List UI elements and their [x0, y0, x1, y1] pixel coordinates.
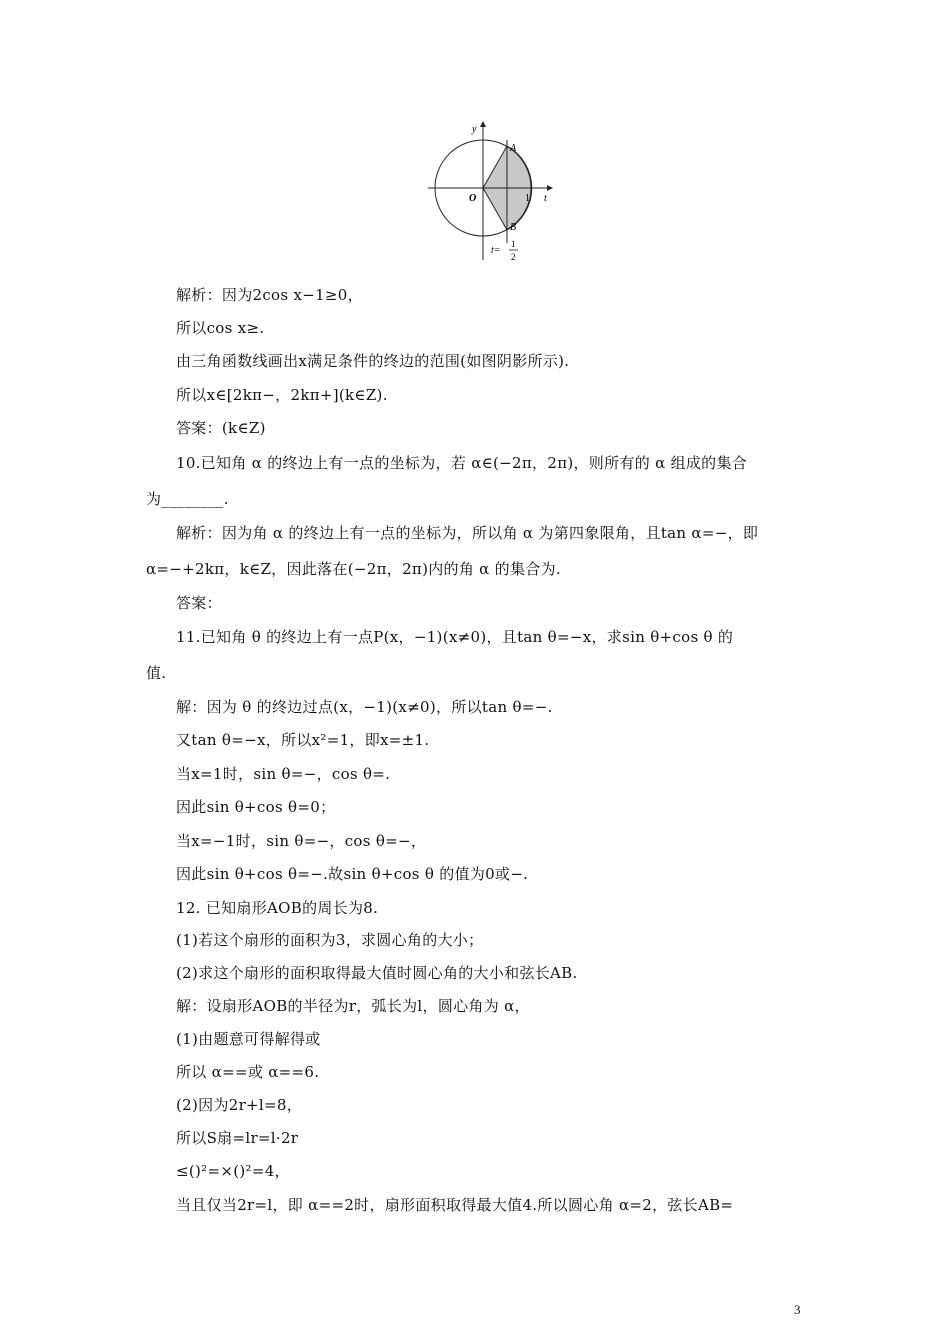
- text-line: 答案：(k∈Z): [176, 419, 266, 437]
- fraction-denominator: 2: [511, 252, 516, 262]
- text-line: 所以x∈[2kπ−，2kπ+](k∈Z).: [176, 386, 388, 404]
- text-line: 解析：因为角 α 的终边上有一点的坐标为，所以角 α 为第四象限角，且tan α=−，即: [176, 524, 759, 542]
- page-number: 3: [794, 1302, 801, 1317]
- text-line: (2)因为2r+l=8，: [176, 1096, 303, 1114]
- question-12: 12. 已知扇形AOB的周长为8.: [176, 899, 379, 917]
- text-line: 因此sin θ+cos θ=−.故sin θ+cos θ 的值为0或−.: [176, 865, 529, 883]
- text-line: 值.: [146, 664, 167, 682]
- line-prefix: t=: [491, 245, 501, 256]
- text-line: 为________.: [146, 490, 229, 508]
- point-a-label: A: [510, 143, 517, 154]
- text-line: α=−+2kπ，k∈Z，因此落在(−2π，2π)内的角 α 的集合为.: [146, 560, 561, 578]
- text-line: 所以S扇=lr=l·2r: [176, 1129, 299, 1147]
- y-axis-label: y: [472, 124, 477, 135]
- text-line: 解：设扇形AOB的半径为r，弧长为l，圆心角为 α，: [176, 997, 530, 1015]
- text-line: 又tan θ=−x，所以x²=1，即x=±1.: [176, 731, 430, 749]
- text-line: ≤()²=×()²=4，: [176, 1162, 290, 1180]
- text-line: (1)若这个扇形的面积为3，求圆心角的大小；: [176, 931, 484, 949]
- text-line: 所以 α==或 α==6.: [176, 1063, 320, 1081]
- t-axis-label: t: [544, 193, 547, 204]
- text-line: (1)由题意可得解得或: [176, 1030, 321, 1048]
- text-line: 所以cos x≥.: [176, 319, 265, 337]
- text-line: 当x=−1时，sin θ=−，cos θ=−，: [176, 832, 427, 850]
- one-label: 1: [525, 193, 530, 204]
- text-line: (2)求这个扇形的面积取得最大值时圆心角的大小和弦长AB.: [176, 964, 578, 982]
- text-line: 当且仅当2r=l，即 α==2时，扇形面积取得最大值4.所以圆心角 α=2，弦长AB=: [176, 1196, 734, 1214]
- text-line: 解析：因为2cos x−1≥0，: [176, 286, 363, 304]
- question-11: 11.已知角 θ 的终边上有一点P(x，−1)(x≠0)，且tan θ=−x，求sin θ+cos θ 的: [176, 628, 734, 646]
- origin-label: O: [469, 193, 477, 204]
- fraction-numerator: 1: [511, 239, 516, 249]
- unit-circle-figure: [420, 118, 560, 268]
- text-line: 答案：: [176, 594, 222, 612]
- text-line: 由三角函数线画出x满足条件的终边的范围(如图阴影所示).: [176, 352, 570, 370]
- text-line: 解：因为 θ 的终边过点(x，−1)(x≠0)，所以tan θ=−.: [176, 698, 553, 716]
- text-line: 当x=1时，sin θ=−，cos θ=.: [176, 765, 391, 783]
- point-b-label: B: [510, 222, 517, 233]
- text-line: 因此sin θ+cos θ=0；: [176, 798, 336, 816]
- question-10: 10.已知角 α 的终边上有一点的坐标为，若 α∈(−2π，2π)，则所有的 α 组成的集合: [176, 454, 748, 472]
